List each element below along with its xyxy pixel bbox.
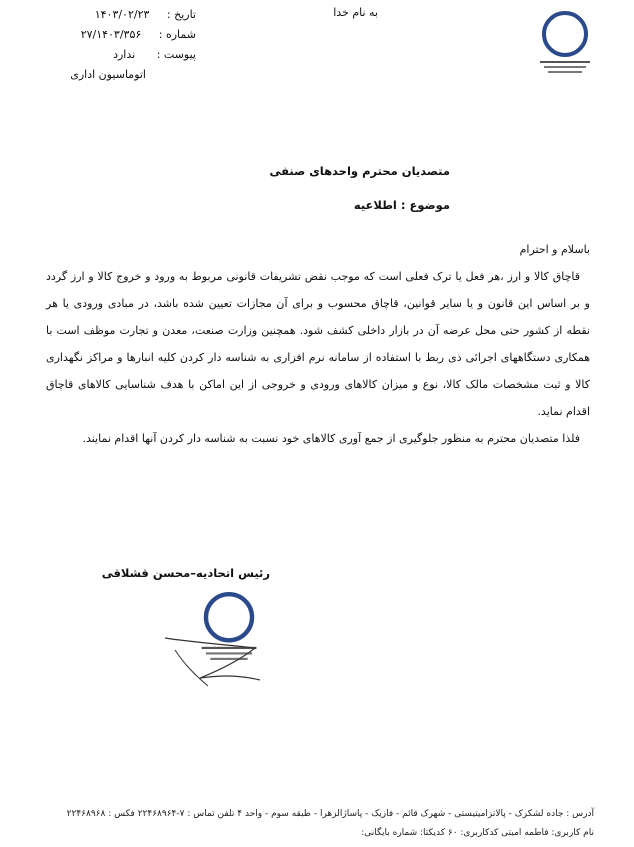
union-logo-icon	[534, 6, 596, 78]
date-row	[70, 8, 196, 21]
number-row	[70, 28, 196, 41]
addressee: متصدیان محترم واحدهای صنفی	[269, 164, 450, 178]
date-value: ۱۴۰۳/۰۲/۲۳	[94, 8, 150, 21]
attachment-row	[70, 48, 196, 61]
date-label: تاریخ :	[166, 8, 196, 21]
signer-name: رئیس اتحادیه–محسن قشلاقی	[101, 566, 270, 580]
signature-stroke-icon	[160, 630, 280, 690]
number-label: شماره :	[158, 28, 196, 41]
attachment-value: ندارد	[113, 48, 136, 61]
paragraph-2: فلذا متصدیان محترم به منظور جلوگیری از جمع آوری کالاهای خود نسبت به شناسه دار کردن آنها اقدام نمایند.	[82, 432, 580, 445]
subject-line: موضوع : اطلاعیه	[353, 198, 450, 212]
basmala: به نام خدا	[333, 6, 378, 19]
office-automation-label: اتوماسیون اداری	[70, 68, 146, 81]
greeting: باسلام و احترام	[519, 243, 590, 256]
footer-address: آدرس : جاده لشکرک - پالاتزامیتیستی - شهرک قائم - فازیک - پاساژالزهرا - طبقه سوم - واحد ۴ تلفن تماس : ۷-۲۲۴۶۸۹۶۴ فکس : ۲۲۴۶۸۹۶۸	[66, 809, 594, 819]
attachment-label: پیوست :	[156, 48, 196, 61]
footer-typist: نام کاربری: فاطمه امیتی کدکاربری: ۶۰ کدیکتا: شماره بایگانی:	[361, 828, 594, 838]
number-value: ۲۷/۱۴۰۳/۳۵۶	[80, 28, 142, 41]
letter-body	[46, 236, 590, 452]
paragraph-1: قاچاق کالا و ارز ،هر فعل یا ترک فعلی است که موجب نقض تشریفات قانونی مربوط به ورود و خروج کالا و ارز گردد و بر اساس این قانون و یا سایر قوانین، قاچاق محسوب و برای آن مجازات تعیین شده باشد، در مبادی ورودی یا هر نقطه از کشور حتی محل عرضه آن در بازار داخلی کشف شود. همچنین وزارت صنعت، معدن و تجارت موظف است با همکاری دستگاههای اجرائی ذی ربط با استفاده از سامانه نرم افزاری به شناسه دار کردن کلیه انبارها و مراکز نگهداری کالا و ثبت مشخصات مالک کالا، نوع و میزان کالاهای ورودی و خروجی از این اماکن با هدف شناسایی کالاهای قاچاق اقدام نماید.	[46, 270, 590, 418]
